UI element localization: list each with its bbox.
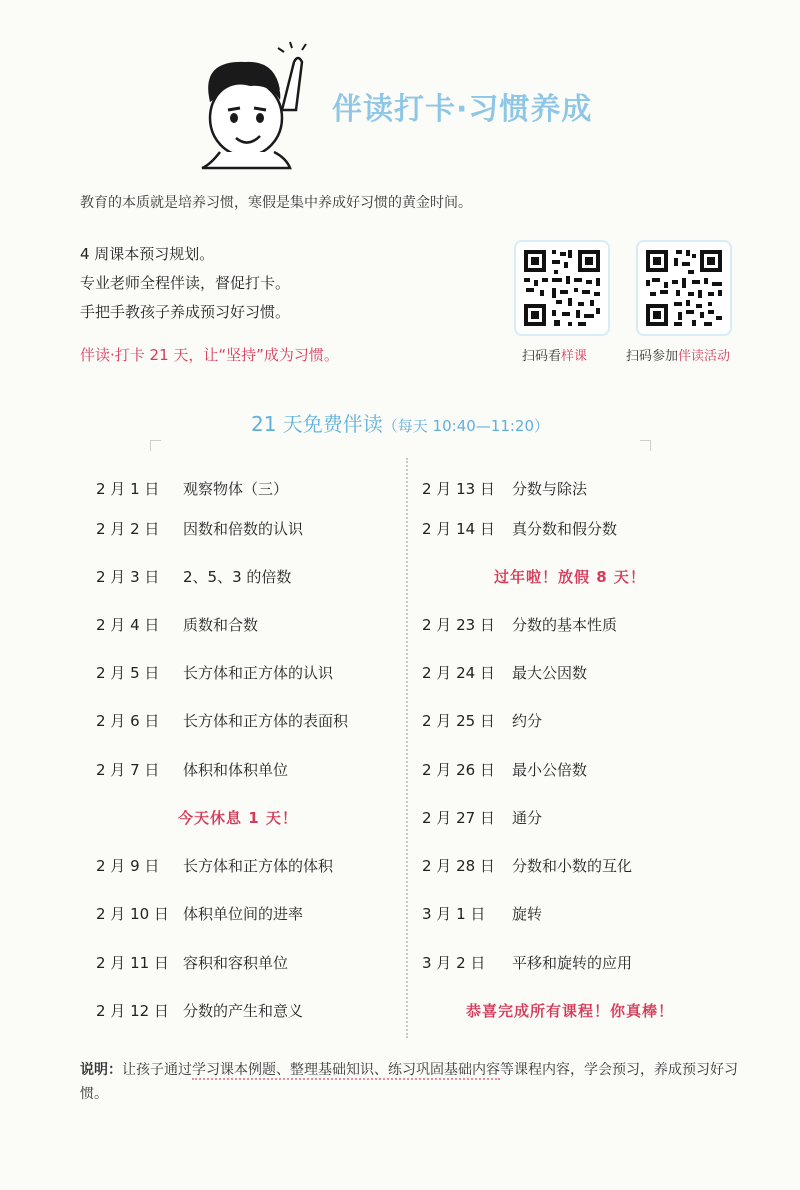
plan-line: 专业老师全程伴读，督促打卡。 [80, 274, 291, 292]
plan-line: 手把手教孩子养成预习好习惯。 [80, 303, 291, 321]
schedule-date: 2 月 26 日 [422, 761, 495, 779]
schedule-topic: 最大公因数 [512, 664, 588, 682]
schedule-date: 2 月 7 日 [96, 761, 160, 779]
column-divider [406, 458, 408, 1038]
footer-note [80, 1058, 740, 1106]
schedule-date: 2 月 13 日 [422, 480, 495, 498]
schedule-break-note: 今天休息 1 天！ [178, 809, 298, 827]
plan-line: 4 周课本预习规划。 [80, 245, 215, 263]
schedule-topic: 长方体和正方体的体积 [183, 857, 334, 875]
schedule-date: 2 月 2 日 [96, 520, 160, 538]
schedule-date: 2 月 11 日 [96, 954, 169, 972]
footer-label: 说明： [80, 1062, 122, 1078]
schedule-date: 2 月 27 日 [422, 809, 495, 827]
schedule-break-note: 恭喜完成所有课程！你真棒！ [465, 1002, 674, 1020]
corner-mark [640, 440, 651, 451]
schedule-topic: 观察物体（三） [183, 480, 289, 498]
corner-mark [150, 440, 161, 451]
schedule-date: 2 月 23 日 [422, 616, 495, 634]
schedule-topic: 约分 [512, 712, 543, 730]
qr-caption-reading-activity [626, 345, 730, 364]
schedule-title-main: 21 天免费伴读 [250, 412, 383, 436]
schedule-topic: 旋转 [512, 905, 543, 923]
footer-text-underlined: 学习课本例题、整理基础知识、练习巩固基础内容 [192, 1062, 500, 1078]
schedule-date: 2 月 1 日 [96, 480, 160, 498]
schedule-topic: 通分 [512, 809, 543, 827]
schedule-topic: 因数和倍数的认识 [183, 520, 304, 538]
schedule-topic: 分数与除法 [512, 480, 588, 498]
footer-text: 让孩子通过 [122, 1062, 192, 1078]
caption-highlight: 样课 [561, 349, 588, 364]
schedule-date: 2 月 14 日 [422, 520, 495, 538]
caption-text: 扫码看 [522, 349, 562, 364]
schedule-date: 2 月 12 日 [96, 1002, 169, 1020]
schedule-date: 2 月 28 日 [422, 857, 495, 875]
schedule-topic: 容积和容积单位 [183, 954, 289, 972]
schedule-topic: 质数和合数 [183, 616, 259, 634]
plan-list [80, 240, 290, 327]
schedule-topic: 体积单位间的进率 [183, 905, 304, 923]
schedule-break-note: 过年啦！放假 8 天！ [494, 568, 646, 586]
schedule-date: 3 月 2 日 [422, 954, 486, 972]
schedule-date: 2 月 6 日 [96, 712, 160, 730]
schedule-date: 2 月 10 日 [96, 905, 169, 923]
page-title: 伴读打卡·习惯养成 [332, 92, 593, 127]
schedule-topic: 长方体和正方体的认识 [183, 664, 334, 682]
schedule-topic: 分数和小数的互化 [512, 857, 633, 875]
schedule-title [0, 408, 800, 437]
schedule-date: 2 月 5 日 [96, 664, 160, 682]
schedule-topic: 真分数和假分数 [512, 520, 618, 538]
schedule-date: 2 月 9 日 [96, 857, 160, 875]
schedule-topic: 体积和体积单位 [183, 761, 289, 779]
schedule-topic: 长方体和正方体的表面积 [183, 712, 349, 730]
qr-code-reading-activity[interactable] [636, 240, 732, 336]
schedule-date: 2 月 3 日 [96, 568, 160, 586]
schedule-date: 3 月 1 日 [422, 905, 486, 923]
schedule-topic: 分数的产生和意义 [183, 1002, 304, 1020]
qr-code-sample-lesson[interactable] [514, 240, 610, 336]
schedule-topic: 平移和旋转的应用 [512, 954, 633, 972]
schedule-time: （每天 10:40—11:20） [382, 417, 550, 435]
schedule-topic: 最小公倍数 [512, 761, 588, 779]
caption-highlight: 伴读活动 [678, 349, 731, 364]
caption-text: 扫码参加 [626, 349, 679, 364]
qr-caption-sample-lesson [522, 345, 587, 364]
schedule-date: 2 月 24 日 [422, 664, 495, 682]
schedule-date: 2 月 25 日 [422, 712, 495, 730]
mascot-illustration [190, 40, 310, 170]
slogan: 伴读·打卡 21 天，让“坚持”成为习惯。 [80, 346, 339, 364]
intro-text: 教育的本质就是培养习惯，寒假是集中养成好习惯的黄金时间。 [80, 195, 472, 211]
footer-text: 等课程内容，学会预习，养成预习好习惯。 [80, 1062, 738, 1102]
schedule-topic: 分数的基本性质 [512, 616, 618, 634]
schedule-topic: 2、5、3 的倍数 [183, 568, 292, 586]
schedule-date: 2 月 4 日 [96, 616, 160, 634]
